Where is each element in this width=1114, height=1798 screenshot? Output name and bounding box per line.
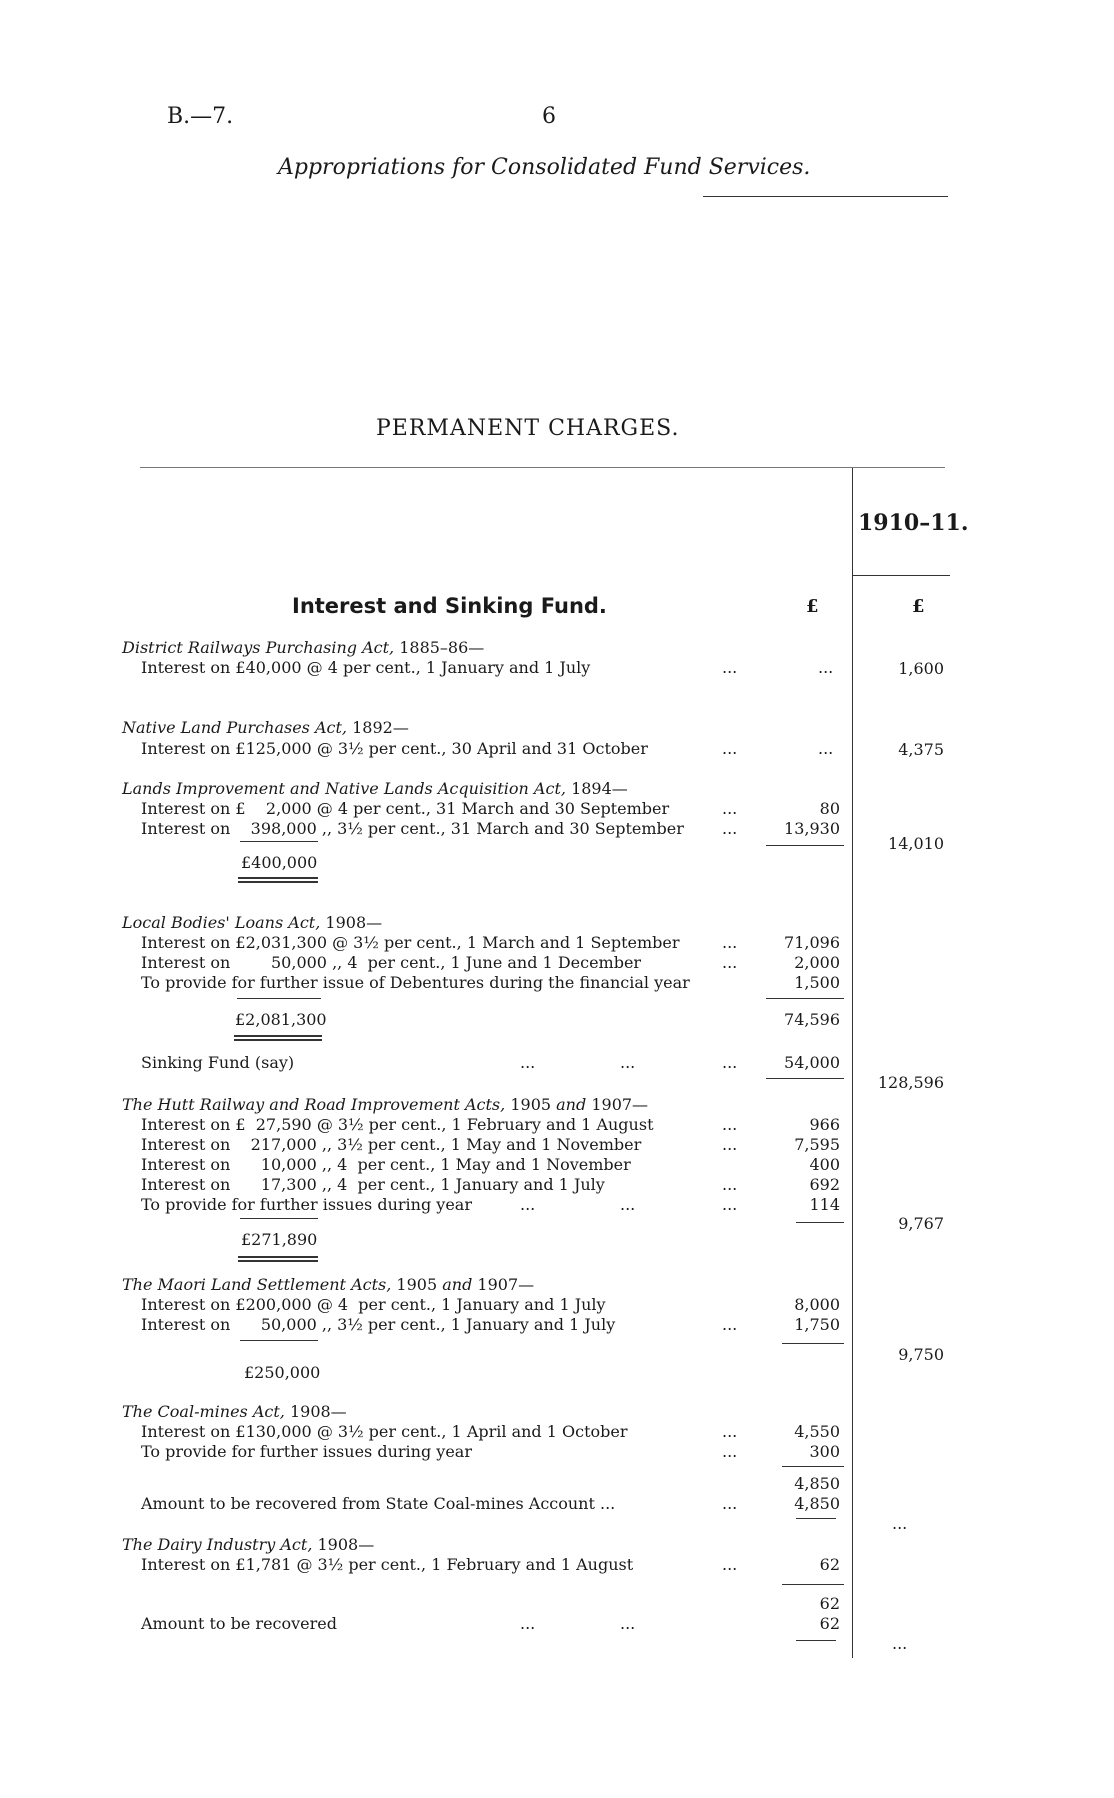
lands-line-1-amount: 80 bbox=[819, 799, 840, 818]
act-title-dairy: The Dairy Industry Act, 1908— bbox=[122, 1535, 375, 1554]
local-line-1-amount: 71,096 bbox=[784, 933, 840, 952]
local-line-1: Interest on £2,031,300 @ 3½ per cent., 1 March and 1 September bbox=[141, 933, 680, 952]
page-subtitle: Appropriations for Consolidated Fund Services. bbox=[278, 155, 811, 180]
maori-line-2-dots: ... bbox=[722, 1315, 738, 1334]
local-sinking-rule bbox=[766, 1078, 844, 1079]
coal-total: ... bbox=[892, 1514, 908, 1533]
column-divider bbox=[852, 468, 853, 1658]
coal-recovered-dots: ... bbox=[722, 1494, 738, 1513]
native-total: 4,375 bbox=[898, 740, 944, 759]
coal-sum-rule bbox=[782, 1466, 844, 1467]
act-title-maori: The Maori Land Settlement Acts, 1905 and 1907— bbox=[122, 1275, 535, 1294]
coal-line-1-amount: 4,550 bbox=[794, 1422, 840, 1441]
native-leader-dots: ... bbox=[722, 739, 738, 758]
dairy-recovered-dots-1: ... bbox=[520, 1614, 536, 1633]
act-title-coal: The Coal-mines Act, 1908— bbox=[122, 1402, 347, 1421]
maori-total: 9,750 bbox=[898, 1345, 944, 1364]
native-line-1: Interest on £125,000 @ 3½ per cent., 30 April and 31 October bbox=[141, 739, 648, 758]
hutt-line-1-amount: 966 bbox=[809, 1115, 840, 1134]
local-sum-rule bbox=[766, 998, 844, 999]
section-heading: Interest and Sinking Fund. bbox=[292, 594, 607, 618]
maori-sum-rule bbox=[782, 1343, 844, 1344]
hutt-principal: £271,890 bbox=[241, 1230, 318, 1249]
lands-line-2: Interest on 398,000 ,, 3½ per cent., 31 March and 30 September bbox=[141, 819, 684, 838]
currency-right: £ bbox=[912, 596, 925, 617]
page-title: PERMANENT CHARGES. bbox=[376, 416, 680, 441]
maori-line-2: Interest on 50,000 ,, 3½ per cent., 1 January and 1 July bbox=[141, 1315, 616, 1334]
hutt-line-2-amount: 7,595 bbox=[794, 1135, 840, 1154]
dairy-line-1-amount: 62 bbox=[819, 1555, 840, 1574]
lands-principal-rule bbox=[240, 841, 318, 842]
coal-line-2: To provide for further issues during year bbox=[141, 1442, 472, 1461]
hutt-line-3-amount: 400 bbox=[809, 1155, 840, 1174]
coal-recovered-rule bbox=[796, 1518, 836, 1519]
local-principal-rule bbox=[237, 998, 321, 999]
act-title-district: District Railways Purchasing Act, 1885–86— bbox=[122, 638, 485, 657]
lands-line-2-dots: ... bbox=[722, 819, 738, 838]
coal-line-2-amount: 300 bbox=[809, 1442, 840, 1461]
local-principal-double-rule bbox=[234, 1035, 322, 1041]
dairy-line-1-dots: ... bbox=[722, 1555, 738, 1574]
column-year: 1910–11. bbox=[858, 510, 969, 536]
act-title-local: Local Bodies' Loans Act, 1908— bbox=[122, 913, 383, 932]
lands-line-1-dots: ... bbox=[722, 799, 738, 818]
report-reference: B.—7. bbox=[167, 104, 234, 129]
local-total: 128,596 bbox=[877, 1073, 944, 1092]
coal-subtotal: 4,850 bbox=[794, 1474, 840, 1493]
hutt-sum-rule bbox=[796, 1222, 844, 1223]
coal-recovered-amount: 4,850 bbox=[794, 1494, 840, 1513]
coal-line-1-dots: ... bbox=[722, 1422, 738, 1441]
local-sinking-dots-1: ... bbox=[520, 1053, 536, 1072]
hutt-line-5: To provide for further issues during year bbox=[141, 1195, 472, 1214]
lands-line-2-amount: 13,930 bbox=[784, 819, 840, 838]
district-leader-dots: ... bbox=[722, 658, 738, 677]
hutt-line-5-dots-3: ... bbox=[722, 1195, 738, 1214]
local-line-3: To provide for further issue of Debentures during the financial year bbox=[141, 973, 690, 992]
maori-line-1-amount: 8,000 bbox=[794, 1295, 840, 1314]
lands-principal-double-rule bbox=[238, 877, 318, 883]
district-amount-dots: ... bbox=[818, 658, 834, 677]
maori-line-2-amount: 1,750 bbox=[794, 1315, 840, 1334]
local-sinking-amount: 54,000 bbox=[784, 1053, 840, 1072]
hutt-line-5-amount: 114 bbox=[809, 1195, 840, 1214]
act-title-native: Native Land Purchases Act, 1892— bbox=[122, 718, 409, 737]
dairy-recovered-amount: 62 bbox=[819, 1614, 840, 1633]
local-line-2-dots: ... bbox=[722, 953, 738, 972]
local-subtotal: 74,596 bbox=[784, 1010, 840, 1029]
year-rule bbox=[852, 575, 950, 576]
local-line-1-dots: ... bbox=[722, 933, 738, 952]
hutt-line-5-dots-2: ... bbox=[620, 1195, 636, 1214]
local-line-2: Interest on 50,000 ,, 4 per cent., 1 June and 1 December bbox=[141, 953, 642, 972]
act-title-lands: Lands Improvement and Native Lands Acquisition Act, 1894— bbox=[122, 779, 628, 798]
hutt-line-3: Interest on 10,000 ,, 4 per cent., 1 May and 1 November bbox=[141, 1155, 631, 1174]
local-principal: £2,081,300 bbox=[235, 1010, 327, 1029]
local-line-2-amount: 2,000 bbox=[794, 953, 840, 972]
hutt-principal-double-rule bbox=[238, 1256, 318, 1262]
dairy-subtotal: 62 bbox=[819, 1594, 840, 1613]
local-line-3-amount: 1,500 bbox=[794, 973, 840, 992]
coal-recovered: Amount to be recovered from State Coal-mines Account ... bbox=[141, 1494, 616, 1513]
lands-line-1: Interest on £ 2,000 @ 4 per cent., 31 March and 30 September bbox=[141, 799, 670, 818]
maori-principal-rule bbox=[240, 1340, 318, 1341]
lands-sum-rule bbox=[766, 845, 844, 846]
maori-principal: £250,000 bbox=[244, 1363, 321, 1382]
header-rule bbox=[703, 196, 948, 197]
dairy-total: ... bbox=[892, 1634, 908, 1653]
local-sinking-fund: Sinking Fund (say) bbox=[141, 1053, 295, 1072]
dairy-recovered-rule bbox=[796, 1640, 836, 1641]
local-sinking-dots-2: ... bbox=[620, 1053, 636, 1072]
title-rule bbox=[140, 467, 945, 468]
act-title-hutt: The Hutt Railway and Road Improvement Acts, 1905 and 1907— bbox=[122, 1095, 649, 1114]
coal-line-2-dots: ... bbox=[722, 1442, 738, 1461]
maori-line-1: Interest on £200,000 @ 4 per cent., 1 January and 1 July bbox=[141, 1295, 606, 1314]
hutt-line-1: Interest on £ 27,590 @ 3½ per cent., 1 February and 1 August bbox=[141, 1115, 654, 1134]
hutt-line-1-dots: ... bbox=[722, 1115, 738, 1134]
dairy-recovered-dots-2: ... bbox=[620, 1614, 636, 1633]
lands-total: 14,010 bbox=[888, 834, 944, 853]
lands-principal: £400,000 bbox=[241, 853, 318, 872]
dairy-sum-rule bbox=[782, 1584, 844, 1585]
district-line-1: Interest on £40,000 @ 4 per cent., 1 January and 1 July bbox=[141, 658, 591, 677]
hutt-principal-rule bbox=[240, 1218, 318, 1219]
hutt-line-5-dots-1: ... bbox=[520, 1195, 536, 1214]
district-total: 1,600 bbox=[898, 659, 944, 678]
hutt-total: 9,767 bbox=[898, 1214, 944, 1233]
hutt-line-4: Interest on 17,300 ,, 4 per cent., 1 January and 1 July bbox=[141, 1175, 605, 1194]
currency-left: £ bbox=[806, 596, 819, 617]
local-sinking-dots-3: ... bbox=[722, 1053, 738, 1072]
hutt-line-4-dots: ... bbox=[722, 1175, 738, 1194]
hutt-line-2: Interest on 217,000 ,, 3½ per cent., 1 May and 1 November bbox=[141, 1135, 642, 1154]
native-amount-dots: ... bbox=[818, 739, 834, 758]
hutt-line-2-dots: ... bbox=[722, 1135, 738, 1154]
coal-line-1: Interest on £130,000 @ 3½ per cent., 1 April and 1 October bbox=[141, 1422, 628, 1441]
dairy-line-1: Interest on £1,781 @ 3½ per cent., 1 February and 1 August bbox=[141, 1555, 634, 1574]
hutt-line-4-amount: 692 bbox=[809, 1175, 840, 1194]
dairy-recovered: Amount to be recovered bbox=[141, 1614, 338, 1633]
page-number: 6 bbox=[542, 104, 556, 129]
